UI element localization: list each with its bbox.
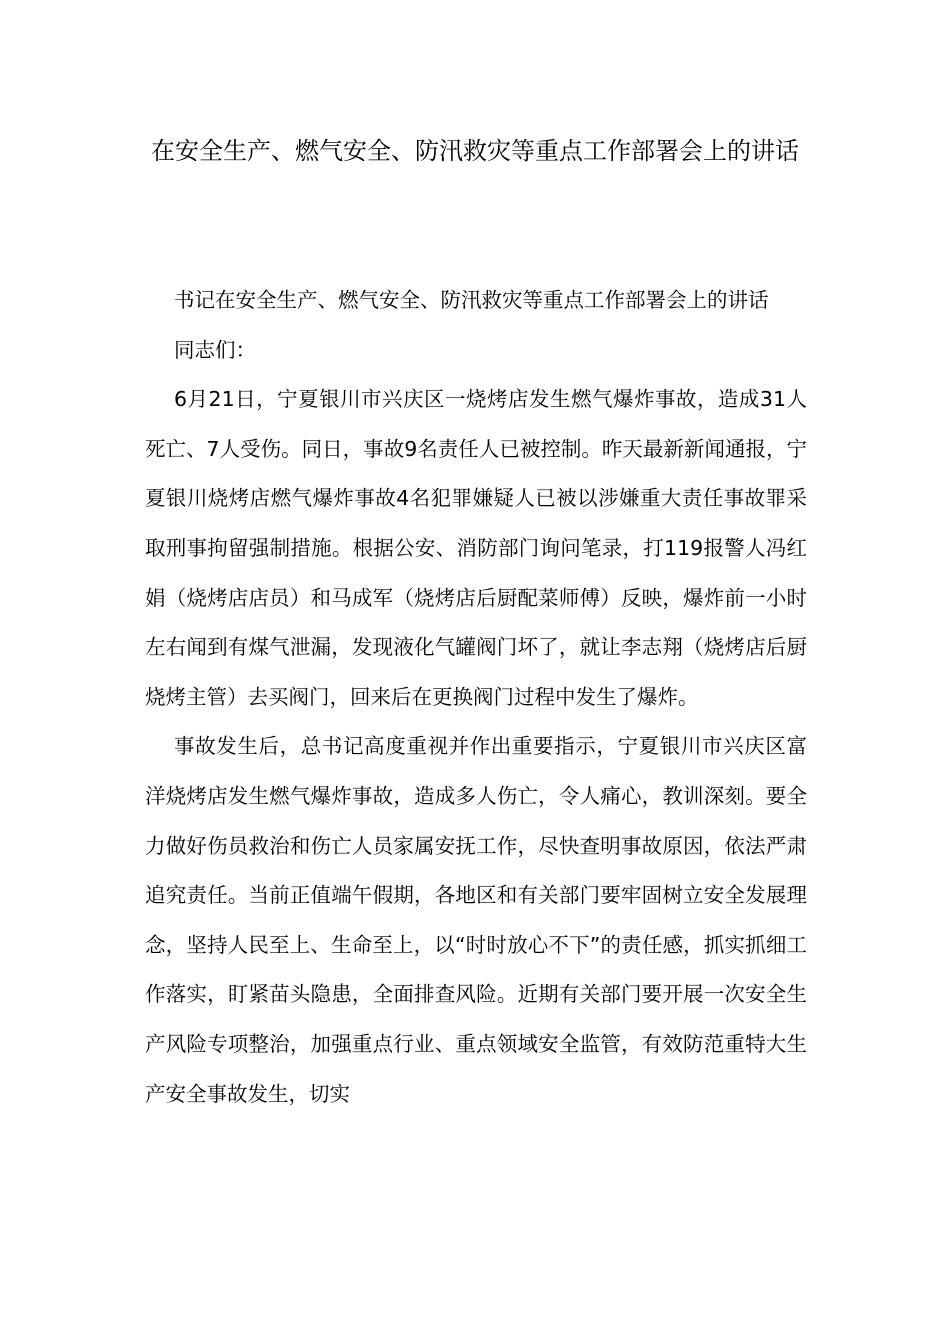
paragraph-subtitle: 书记在安全生产、燃气安全、防汛救灾等重点工作部署会上的讲话	[174, 288, 769, 312]
document-title: 在安全生产、燃气安全、防汛救灾等重点工作部署会上的讲话	[151, 137, 799, 165]
paragraph-salutation: 同志们：	[174, 337, 256, 362]
paragraph-incident: 6月21日，宁夏银川市兴庆区一烧烤店发生燃气爆炸事故，造成31人死亡、7人受伤。同日，事故9名责任人已被控制。昨天最新新闻通报，宁夏银川烧烤店燃气爆炸事故4名犯罪嫌疑人已被以涉嫌重大责任事故罪采取刑事拘留强制措施。根据公安、消防部门询问笔录，打119报警人冯红娟（烧烤店店员）和马成军（烧烤店后厨配菜师傅）反映，爆炸前一小时左右闻到有煤气泄漏，发现液化气罐阀门坏了，就让李志翔（烧烤店后厨烧烤主管）去买阀门，回来后在更换阀门过程中发生了爆炸。	[145, 387, 807, 709]
document-body	[145, 276, 807, 1119]
paragraph-instructions: 事故发生后，总书记高度重视并作出重要指示，宁夏银川市兴庆区富洋烧烤店发生燃气爆炸事故，造成多人伤亡，令人痛心，教训深刻。要全力做好伤员救治和伤亡人员家属安抚工作，尽快查明事故原因，依法严肃追究责任。当前正值端午假期，各地区和有关部门要牢固树立安全发展理念，坚持人民至上、生命至上，以“时时放心不下”的责任感，抓实抓细工作落实，盯紧苗头隐患，全面排查风险。近期有关部门要开展一次安全生产风险专项整治，加强重点行业、重点领域安全监管，有效防范重特大生产安全事故发生，切实	[145, 734, 807, 1106]
